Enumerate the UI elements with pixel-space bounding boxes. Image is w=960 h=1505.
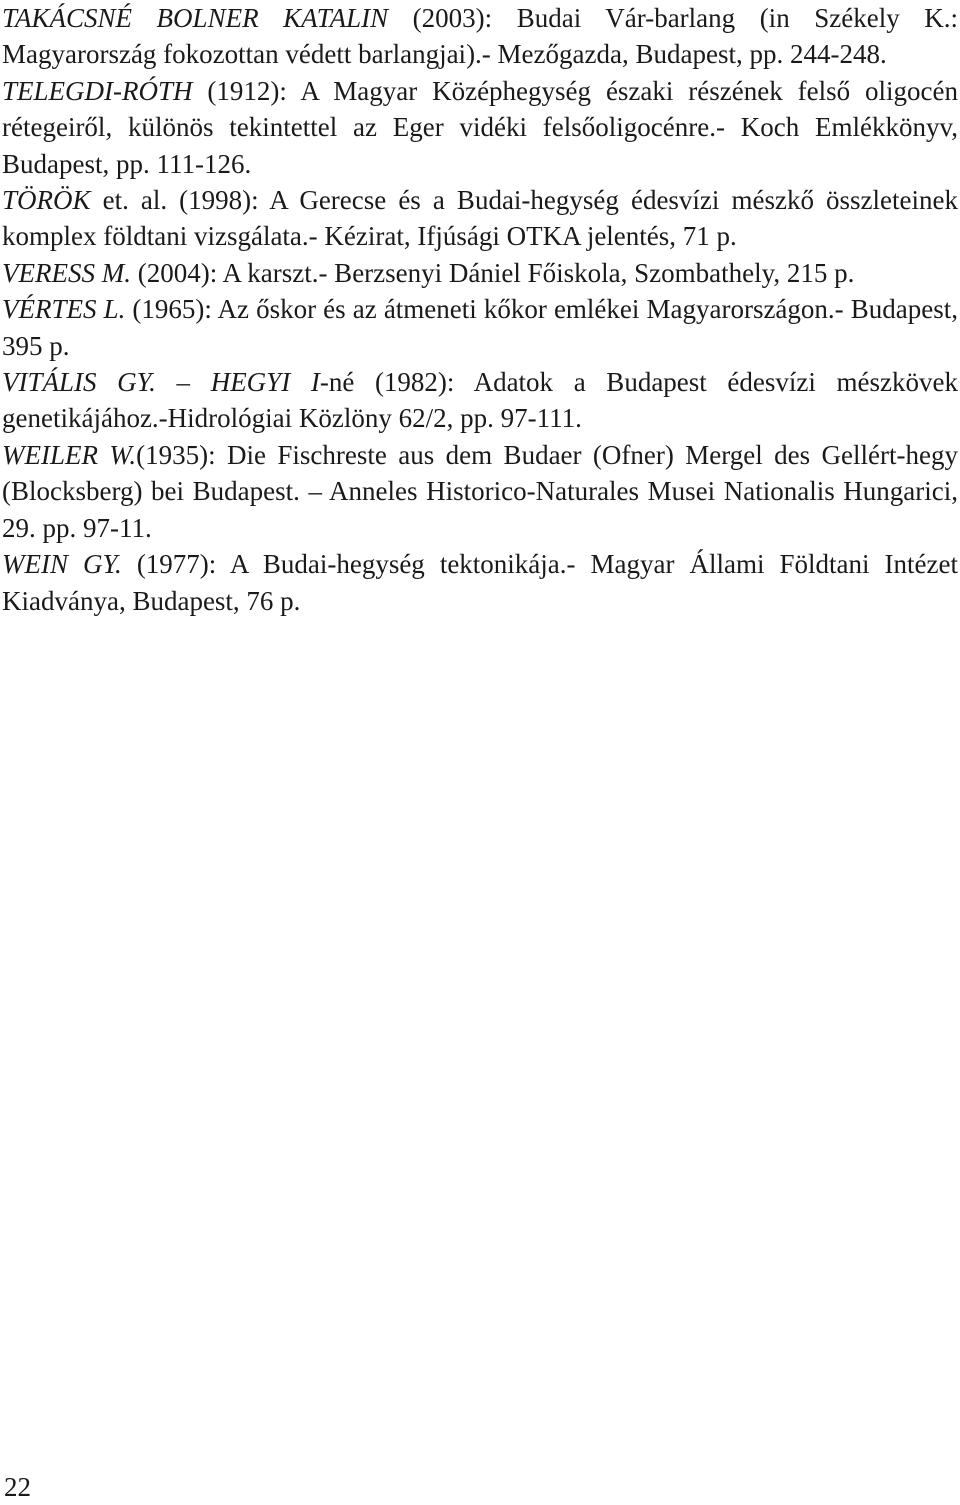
reference-item — [2, 546, 958, 619]
reference-text: (1912): A Magyar Középhegység északi részének felső oligocén rétegeiről, különös tekintettel az Eger vidéki felsőoligocénre.- Koch Emlékkönyv, Budapest, pp. 111-126. — [2, 75, 958, 179]
reference-item — [2, 0, 958, 73]
reference-item — [2, 182, 958, 255]
reference-text: (1935): Die Fischreste aus dem Budaer (Ofner) Mergel des Gellért-hegy (Blocksberg) bei Budapest. – Anneles Historico-Naturales Musei Nationalis Hungarici, 29. pp. 97-11. — [2, 439, 958, 543]
reference-text: (1965): Az őskor és az átmeneti kőkor emlékei Magyarországon.- Budapest, 395 p. — [2, 294, 958, 361]
reference-item — [2, 73, 958, 182]
reference-authors: TELEGDI-RÓTH — [2, 75, 193, 106]
reference-item — [2, 291, 958, 364]
reference-authors: WEIN GY. — [2, 549, 122, 580]
reference-item — [2, 255, 958, 291]
page-number: 22 — [4, 1472, 31, 1502]
reference-text: (1977): A Budai-hegység tektonikája.- Magyar Állami Földtani Intézet Kiadványa, Budapest, 76 p. — [2, 549, 958, 616]
reference-authors: VÉRTES L. — [2, 294, 126, 325]
reference-text: (2003): Budai Vár-barlang (in Székely K.: Magyarország fokozottan védett barlangjai).- Mezőgazda, Budapest, pp. 244-248. — [2, 3, 958, 70]
reference-text: -né (1982): Adatok a Budapest édesvízi mészkövek genetikájához.-Hidrológiai Közlöny 62/2, pp. 97-111. — [2, 367, 958, 434]
reference-authors: TAKÁCSNÉ BOLNER KATALIN — [2, 3, 389, 33]
reference-authors: VITÁLIS GY. – HEGYI I — [2, 367, 320, 398]
reference-authors: TÖRÖK — [2, 185, 91, 216]
reference-authors: VERESS M. — [2, 257, 131, 288]
reference-list — [2, 0, 958, 619]
document-page — [2, 0, 958, 1505]
reference-item — [2, 364, 958, 437]
reference-text: (2004): A karszt.- Berzsenyi Dániel Főiskola, Szombathely, 215 p. — [130, 257, 855, 288]
reference-item — [2, 437, 958, 546]
reference-authors: WEILER W. — [2, 439, 137, 470]
reference-text: et. al. (1998): A Gerecse és a Budai-hegység édesvízi mészkő összleteinek komplex földtani vizsgálata.- Kézirat, Ifjúsági OTKA jelentés, 71 p. — [2, 185, 958, 252]
